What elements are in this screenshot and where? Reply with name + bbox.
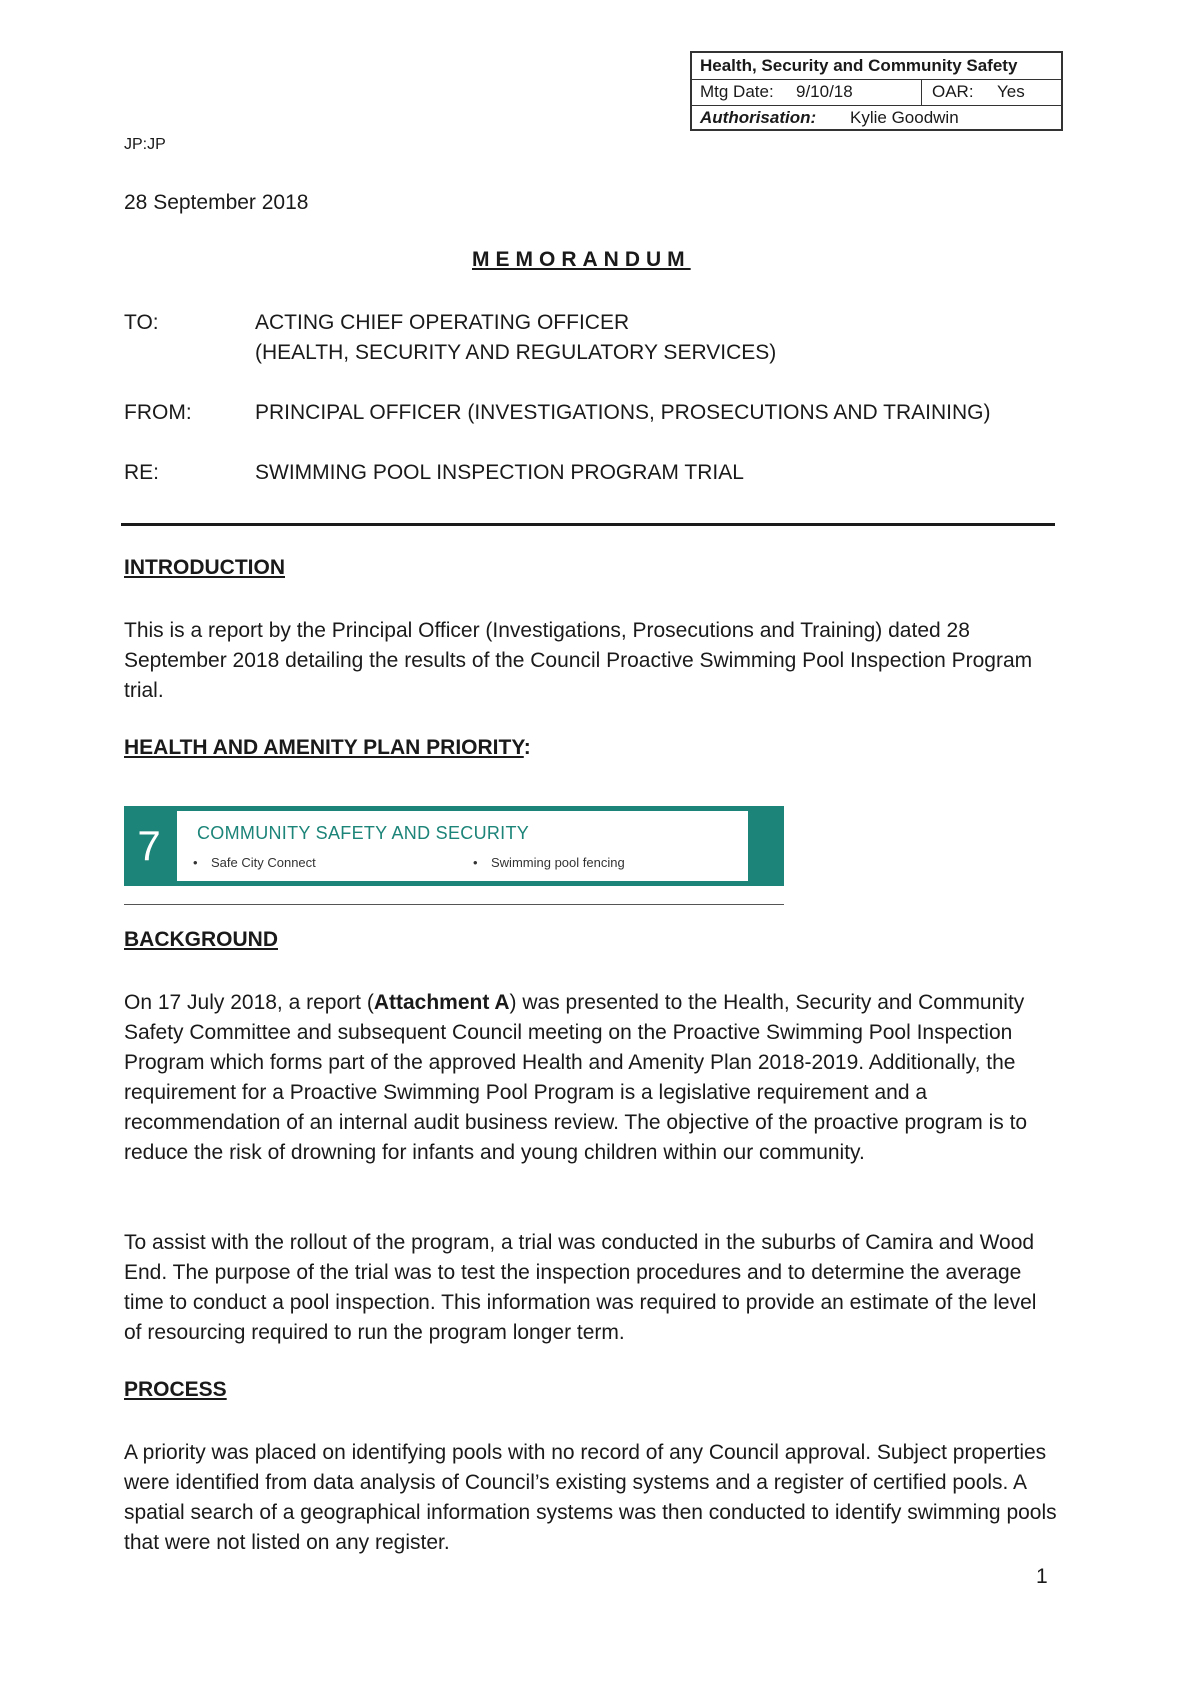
authorisation-label: Authorisation:: [700, 108, 817, 127]
memo-title: MEMORANDUM: [472, 248, 691, 271]
banner-bullet-2-text: Swimming pool fencing: [491, 855, 625, 870]
attachment-a-reference: Attachment A: [373, 991, 510, 1014]
banner-bullet-2: [473, 855, 625, 870]
banner-bullet-1-text: Safe City Connect: [211, 855, 316, 870]
reference-code: JP:JP: [124, 136, 166, 153]
priority-heading-colon: :: [523, 736, 531, 759]
authorisation-value: Kylie Goodwin: [850, 108, 959, 127]
meeting-date-row: [692, 79, 1061, 106]
authorisation-row: [692, 105, 1061, 129]
from-value: PRINCIPAL OFFICER (INVESTIGATIONS, PROSECUTIONS AND TRAINING): [255, 401, 991, 424]
oar-value: Yes: [997, 82, 1025, 101]
process-text: A priority was placed on identifying pools with no record of any Council approval. Subject properties were identified from data analysis of Council’s existing systems and a register of certified pools. A spatial search of a geographical information systems was then conducted to identify swimming pools that were not listed on any register.: [124, 1441, 1057, 1554]
re-label: RE:: [124, 461, 160, 484]
priority-heading: [124, 736, 531, 760]
priority-heading-text: HEALTH AND AMENITY PLAN PRIORITY: [124, 736, 524, 759]
header-divider: [121, 523, 1055, 526]
background-p1-start: On 17 July 2018, a report (: [124, 991, 374, 1014]
introduction-text: This is a report by the Principal Officer (Investigations, Prosecutions and Training) dated 28 September 2018 detailing the results of the Council Proactive Swimming Pool Inspection Program trial.: [124, 619, 1033, 702]
oar-label: OAR:: [932, 82, 974, 101]
re-value: SWIMMING POOL INSPECTION PROGRAM TRIAL: [255, 461, 744, 484]
from-label: FROM:: [124, 401, 192, 424]
mtg-date-value: 9/10/18: [796, 82, 853, 101]
banner-content: [176, 810, 749, 882]
background-heading: BACKGROUND: [124, 928, 278, 951]
introduction-heading: INTRODUCTION: [124, 556, 285, 579]
background-paragraph-2: To assist with the rollout of the program, a trial was conducted in the suburbs of Camira and Wood End. The purpose of the trial was to test the inspection procedures and to determine the average time to conduct a pool inspection. This information was required to provide an estimate of the level of resourcing required to run the program longer term.: [124, 1231, 1037, 1344]
page-number: 1: [1036, 1565, 1048, 1588]
community-safety-banner: [124, 806, 784, 886]
priority-divider: [124, 904, 784, 905]
priority-number: 7: [137, 822, 161, 869]
to-line-1: ACTING CHIEF OPERATING OFFICER: [255, 311, 630, 334]
committee-row: [692, 53, 1061, 80]
process-heading: PROCESS: [124, 1378, 227, 1401]
background-paragraph-1: [124, 988, 1059, 1168]
bullet-icon: •: [193, 855, 198, 870]
header-cell-divider: [921, 79, 922, 105]
bullet-icon: •: [473, 855, 478, 870]
banner-title: COMMUNITY SAFETY AND SECURITY: [197, 823, 530, 843]
meeting-info-box: [690, 51, 1063, 131]
memo-date: 28 September 2018: [124, 191, 309, 214]
mtg-date-label: Mtg Date:: [700, 82, 774, 101]
to-label: TO:: [124, 311, 159, 334]
to-line-2: (HEALTH, SECURITY AND REGULATORY SERVICES): [255, 341, 777, 364]
banner-bullet-1: [193, 855, 316, 870]
background-p1-end: ) was presented to the Health, Security and Community Safety Committee and subsequent Council meeting on the Proactive Swimming Pool Inspection Program which forms part of the approved Health and Amenity Plan 2018-2019. Additionally, the requirement for a Proactive Swimming Pool Program is a legislative requirement and a recommendation of an internal audit business review. The objective of the proactive program is to reduce the risk of drowning for infants and young children within our community.: [124, 991, 1028, 1164]
committee-name: Health, Security and Community Safety: [700, 56, 1018, 75]
